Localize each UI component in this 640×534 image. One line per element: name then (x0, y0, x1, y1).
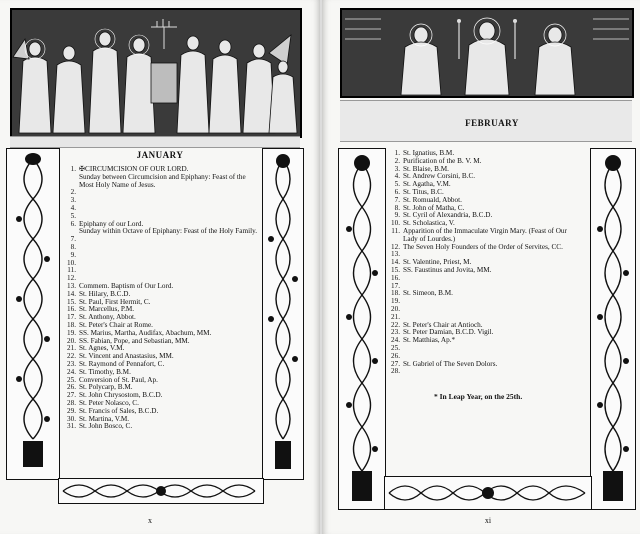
feast-text: SS. Fabian, Pope, and Sebastian, MM. (79, 336, 190, 345)
day-number: 5. (394, 180, 400, 189)
feast-text (79, 267, 258, 275)
feast-text: St. Agnes, V.M. (79, 344, 125, 353)
right-page (322, 0, 640, 534)
feast-text: St. Valentine, Priest, M. (403, 258, 472, 267)
day-number: 19. (67, 328, 76, 337)
feast-text (79, 260, 258, 268)
day-number: 28. (67, 398, 76, 407)
feast-text: St. Anthony, Abbot. (79, 313, 136, 322)
feast-text (79, 244, 258, 252)
feast-text (403, 306, 574, 314)
day-number: 25. (67, 375, 76, 384)
feast-text: St. Timothy, B.M. (79, 367, 131, 376)
feast-text: St. Ignatius, B.M. (403, 149, 455, 157)
feast-text: St. Peter Damian, B.C.D. Vigil. (403, 328, 494, 337)
feast-text: Sunday within Octave of Epiphany: Feast of the Holy Family. (79, 227, 257, 236)
day-number: 30. (67, 414, 76, 423)
feast-text: St. Cyril of Alexandria, B.C.D. (403, 211, 493, 220)
day-number: 6. (394, 187, 400, 196)
feast-text: St. Paul, First Hermit, C. (79, 297, 151, 306)
feast-text: St. Gabriel of The Seven Dolors. (403, 359, 498, 368)
day-number: 24. (67, 367, 76, 376)
day-number: 24. (391, 336, 400, 345)
day-number: 1. (394, 149, 400, 157)
calendar-entry (386, 290, 574, 298)
day-number: 20. (391, 304, 400, 313)
day-number: 12. (67, 274, 76, 283)
calendar-entry (386, 298, 574, 306)
calendar-entry (62, 423, 258, 431)
day-number: 17. (391, 281, 400, 290)
feast-text: Sunday between Circumcision and Epiphany: Feast of the Most Holy Name of Jesus. (79, 172, 246, 189)
day-number: 14. (67, 289, 76, 298)
feast-text (79, 252, 258, 260)
day-number: 8. (70, 242, 76, 251)
calendar-entry (62, 252, 258, 260)
annunciation-engraving (340, 8, 634, 98)
day-number: 1. (70, 165, 76, 173)
day-number: 23. (391, 328, 400, 337)
feast-text: St. Hilary, B.C.D. (79, 289, 131, 298)
feast-text: Apparition of the Immaculate Virgin Mary. (Feast of Our Lady of Lourdes.) (403, 226, 567, 243)
feast-text: St. John Bosco, C. (79, 422, 133, 431)
feast-text: Commem. Baptism of Our Lord. (79, 281, 174, 290)
day-number: 21. (67, 344, 76, 353)
feast-text: St. John of Matha, C. (403, 203, 465, 212)
feast-text: St. Marcellus, P.M. (79, 305, 135, 314)
day-number: 14. (391, 258, 400, 267)
calendar-entry (386, 244, 574, 252)
day-number: 25. (391, 343, 400, 352)
feast-text: The Seven Holy Founders of the Order of Servites, CC. (403, 242, 563, 251)
leap-year-note: * In Leap Year, on the 25th. (434, 392, 523, 401)
feast-text: St. John Chrysostom, B.C.D. (79, 391, 163, 400)
feast-text: SS. Marius, Martha, Audifax, Abachum, MM. (79, 328, 212, 337)
day-number: 15. (67, 297, 76, 306)
right-ornamental-border (262, 148, 304, 480)
day-number: 4. (394, 172, 400, 181)
page-number: x (148, 516, 152, 525)
day-number: 28. (391, 367, 400, 376)
right-ornamental-border (590, 148, 636, 510)
feast-text: St. Andrew Corsini, B.C. (403, 172, 476, 181)
feast-text: St. Simeon, B.M. (403, 289, 453, 298)
feast-text (79, 197, 258, 205)
month-title: JANUARY (136, 150, 184, 160)
bottom-ornamental-border (58, 478, 264, 504)
day-number: 10. (67, 258, 76, 267)
left-ornamental-border (6, 148, 60, 480)
left-ornamental-border (338, 148, 386, 510)
day-number: 20. (67, 336, 76, 345)
calendar-entry (386, 306, 574, 314)
feast-text: St. Polycarp, B.M. (79, 383, 133, 392)
calendar-entry (62, 189, 258, 197)
feast-text: Conversion of St. Paul, Ap. (79, 375, 158, 384)
feast-text (403, 345, 574, 353)
feast-text: St. Blaise, B.M. (403, 164, 449, 173)
day-number: 3. (70, 196, 76, 205)
day-number: 18. (67, 320, 76, 329)
day-number: 2. (70, 188, 76, 197)
day-number: 9. (394, 211, 400, 220)
feast-text (403, 298, 574, 306)
day-number: 27. (67, 391, 76, 400)
feast-text: Epiphany of our Lord. (79, 219, 144, 228)
feast-text: St. Martina, V.M. (79, 414, 130, 423)
feast-text (79, 189, 258, 197)
day-number: 29. (67, 406, 76, 415)
calendar-entry (386, 368, 574, 376)
day-number: 7. (70, 235, 76, 244)
day-number: 3. (394, 164, 400, 173)
feast-text: St. Scholastica, V. (403, 219, 455, 228)
day-number: 12. (391, 242, 400, 251)
feast-text: St. Matthias, Ap.* (403, 336, 456, 345)
calendar-entry (62, 260, 258, 268)
calendar-entry (62, 174, 258, 190)
calendar-entry (62, 228, 258, 236)
day-number: 9. (70, 250, 76, 259)
day-number: 26. (67, 383, 76, 392)
day-number: 22. (391, 320, 400, 329)
day-number: 27. (391, 359, 400, 368)
day-number: 7. (394, 195, 400, 204)
day-number: 31. (67, 422, 76, 431)
day-number: 11. (391, 226, 400, 235)
day-number: 13. (67, 281, 76, 290)
day-number: 19. (391, 297, 400, 306)
feast-text: ✠CIRCUMCISION OF OUR LORD. (79, 165, 189, 173)
january-feast-list (62, 166, 258, 431)
day-number: 16. (391, 273, 400, 282)
calendar-entry (386, 337, 574, 345)
page-number: xi (484, 516, 492, 525)
feast-text: St. Francis of Sales, B.C.D. (79, 406, 159, 415)
feast-text: St. Titus, B.C. (403, 187, 444, 196)
calendar-entry (386, 275, 574, 283)
day-number: 17. (67, 313, 76, 322)
feast-text: St. Peter Nolasco, C. (79, 398, 139, 407)
feast-text: St. Agatha, V.M. (403, 180, 451, 189)
feast-text: St. Peter's Chair at Rome. (79, 320, 153, 329)
feast-text: St. Romuald, Abbot. (403, 195, 462, 204)
feast-text: St. Peter's Chair at Antioch. (403, 320, 483, 329)
day-number: 23. (67, 359, 76, 368)
calendar-entry (62, 236, 258, 244)
day-number: 21. (391, 312, 400, 321)
day-number: 16. (67, 305, 76, 314)
day-number: 8. (394, 203, 400, 212)
calendar-entry (62, 197, 258, 205)
day-number: 22. (67, 352, 76, 361)
bottom-ornamental-border (384, 476, 592, 510)
day-number: 4. (70, 203, 76, 212)
day-number: 10. (391, 219, 400, 228)
feast-text (403, 275, 574, 283)
calendar-entry (386, 345, 574, 353)
feast-text (79, 205, 258, 213)
month-title: FEBRUARY (465, 118, 519, 128)
feast-text (79, 236, 258, 244)
calendar-entry (62, 205, 258, 213)
calendar-entry (386, 228, 574, 244)
feast-text: SS. Faustinus and Jovita, MM. (403, 265, 492, 274)
day-number: 18. (391, 289, 400, 298)
month-band (10, 136, 300, 148)
calendar-entry (386, 361, 574, 369)
feast-text: St. Raymond of Pennafort, C. (79, 359, 165, 368)
calendar-entry (386, 267, 574, 275)
day-number: 5. (70, 211, 76, 220)
feast-text: Purification of the B. V. M. (403, 156, 482, 165)
feast-text (403, 368, 574, 376)
day-number: 2. (394, 156, 400, 165)
calendar-entry (62, 267, 258, 275)
feast-text: St. Vincent and Anastasius, MM. (79, 352, 174, 361)
day-number: 6. (70, 219, 76, 228)
day-number: 15. (391, 265, 400, 274)
february-feast-list (386, 150, 574, 376)
day-number: 26. (391, 351, 400, 360)
presentation-engraving (10, 8, 302, 138)
calendar-entry (62, 244, 258, 252)
day-number: 13. (391, 250, 400, 259)
day-number: 11. (67, 266, 76, 275)
